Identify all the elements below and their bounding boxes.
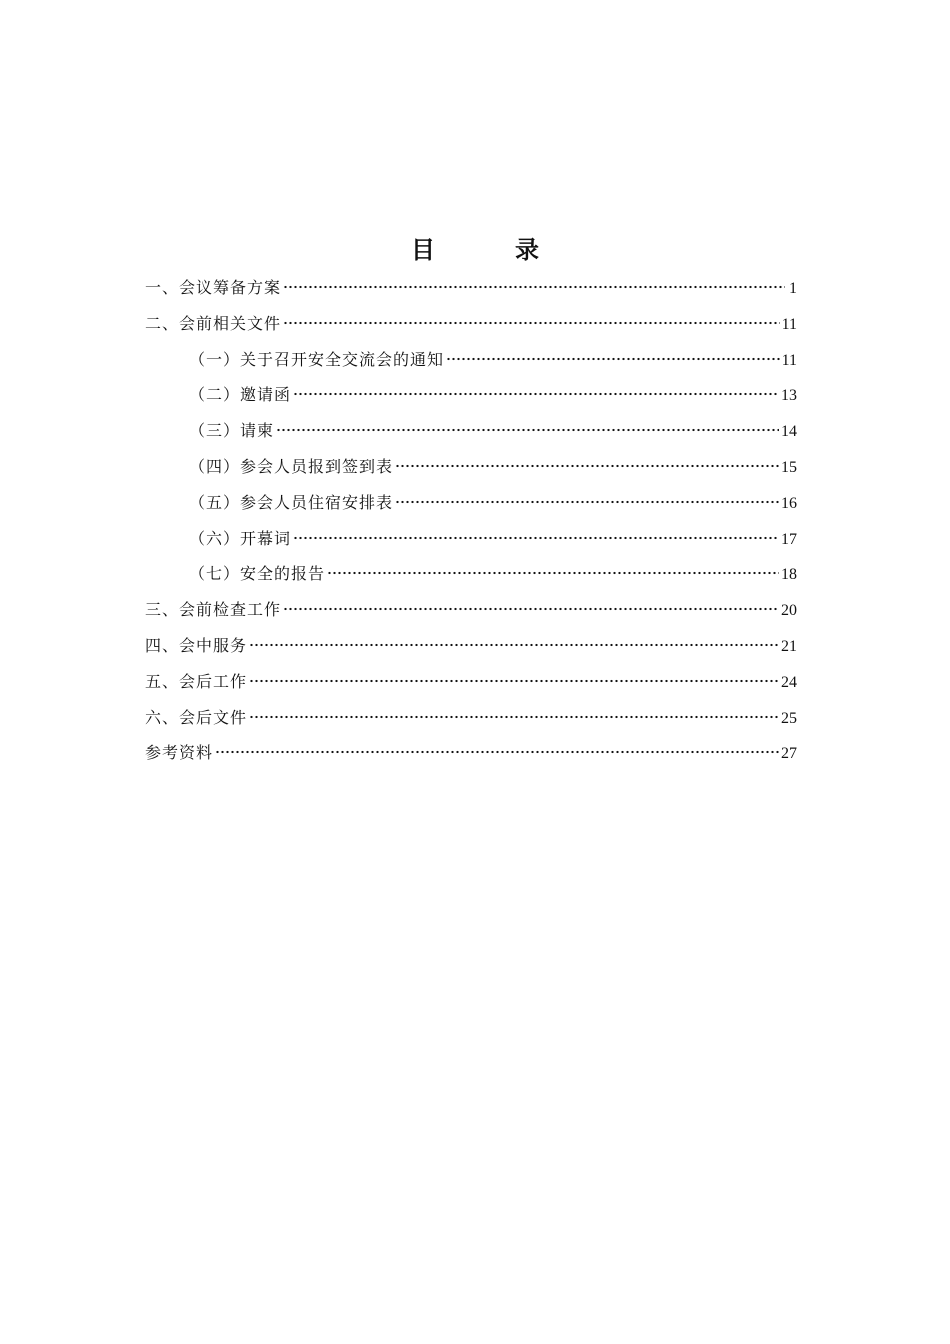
toc-entry[interactable] [145, 664, 797, 700]
toc-dot-leader [283, 285, 785, 289]
toc-entry[interactable] [145, 306, 797, 342]
toc-page-number: 13 [781, 387, 797, 405]
toc-entry-label: （六）开幕词 [189, 528, 292, 548]
toc-dot-leader [283, 607, 779, 611]
toc-page-number: 24 [781, 673, 797, 691]
toc-subentry[interactable] [145, 449, 797, 485]
toc-dot-leader [249, 715, 779, 719]
toc-entry-label: 四、会中服务 [145, 635, 248, 655]
toc-entry-label: （三）请柬 [189, 421, 275, 441]
toc-entry-label: 六、会后文件 [145, 707, 248, 727]
toc-page-number: 16 [781, 494, 797, 512]
toc-subentry[interactable] [145, 377, 797, 413]
toc-entry-label: （七）安全的报告 [189, 564, 326, 584]
toc-entry-label: （四）参会人员报到签到表 [189, 456, 394, 476]
toc-entry[interactable] [145, 592, 797, 628]
toc-dot-leader [249, 679, 779, 683]
toc-entry[interactable] [145, 700, 797, 736]
toc-subentry[interactable] [145, 342, 797, 378]
toc-page-number: 15 [781, 458, 797, 476]
toc-subentry[interactable] [145, 556, 797, 592]
toc-entry[interactable] [145, 628, 797, 664]
toc-page-number: 1 [789, 280, 797, 297]
toc-entry-label: （二）邀请函 [189, 385, 292, 405]
toc-dot-leader [283, 321, 780, 325]
toc-page-number: 20 [781, 602, 797, 620]
toc-dot-leader [446, 357, 780, 361]
toc-dot-leader [215, 750, 779, 754]
toc-subentry[interactable] [145, 485, 797, 521]
toc-dot-leader [249, 643, 779, 647]
toc-page-number: 11 [781, 351, 797, 369]
toc-dot-leader [276, 428, 779, 432]
toc-entry[interactable] [145, 735, 797, 771]
toc-page-number: 27 [781, 745, 797, 763]
toc-entry-label: 三、会前检查工作 [145, 600, 282, 620]
toc-entry-label: 五、会后工作 [145, 671, 248, 691]
toc-dot-leader [327, 571, 779, 575]
toc-entry-label: （一）关于召开安全交流会的通知 [189, 349, 445, 369]
toc-entry-label: （五）参会人员住宿安排表 [189, 492, 394, 512]
toc-dot-leader [395, 500, 779, 504]
toc-page-number: 21 [781, 637, 797, 655]
toc-dot-leader [293, 536, 779, 540]
toc-entry-label: 参考资料 [145, 743, 214, 763]
page-title: 目 录 [411, 235, 567, 264]
toc-page-number: 25 [781, 709, 797, 727]
toc-page-number: 11 [781, 315, 797, 333]
toc-page-number: 17 [781, 530, 797, 548]
toc-subentry[interactable] [145, 413, 797, 449]
toc-dot-leader [395, 464, 779, 468]
toc-entry-label: 二、会前相关文件 [145, 313, 282, 333]
toc-dot-leader [293, 392, 779, 396]
toc-entry[interactable] [145, 270, 797, 306]
toc-page-number: 18 [781, 566, 797, 584]
toc-subentry[interactable] [145, 521, 797, 557]
toc-page-number: 14 [781, 423, 797, 441]
table-of-contents [145, 270, 797, 771]
toc-entry-label: 一、会议筹备方案 [145, 278, 282, 297]
